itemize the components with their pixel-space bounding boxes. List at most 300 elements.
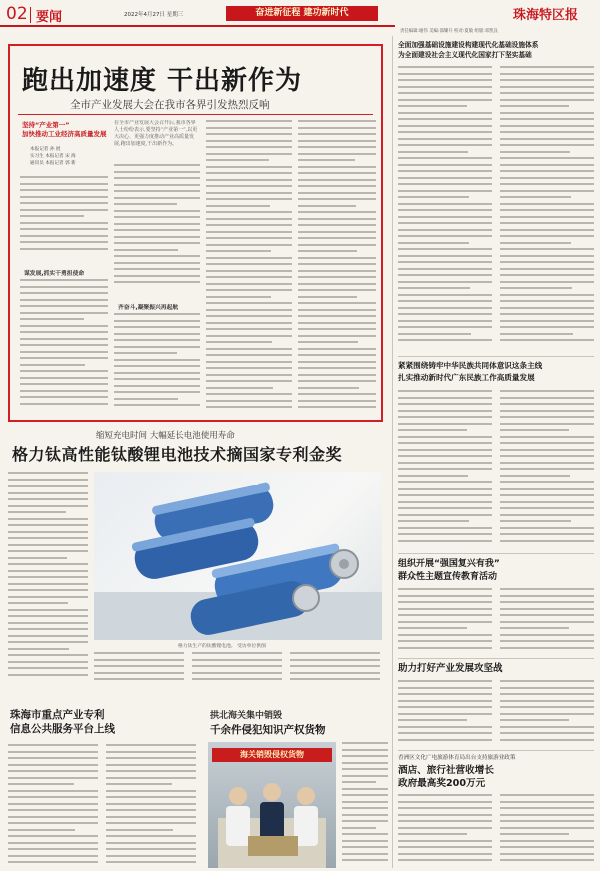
text-line xyxy=(342,762,388,764)
text-line xyxy=(8,498,88,500)
text-line xyxy=(20,383,108,385)
text-line xyxy=(8,511,66,513)
text-line xyxy=(500,222,594,224)
text-line xyxy=(8,744,98,746)
text-line xyxy=(8,485,88,487)
text-line xyxy=(8,829,75,831)
text-line xyxy=(500,86,594,88)
text-line xyxy=(20,286,108,288)
page-number: 02 xyxy=(6,4,28,24)
text-line xyxy=(8,563,88,565)
text-line xyxy=(500,853,594,855)
text-line xyxy=(398,138,492,140)
infrastructure-col2 xyxy=(500,66,594,350)
text-line xyxy=(114,346,200,348)
text-line xyxy=(398,307,492,309)
text-line xyxy=(20,377,108,379)
text-line xyxy=(114,171,200,173)
tourism-kicker: 香洲区文化广电旅游体育局出台支持旅游业政策 xyxy=(398,755,516,761)
text-line xyxy=(398,131,492,133)
customs-photo xyxy=(208,742,336,868)
text-line xyxy=(114,184,200,186)
text-line xyxy=(500,488,594,490)
text-line xyxy=(8,641,88,643)
text-line xyxy=(20,222,108,224)
text-line xyxy=(206,296,271,298)
text-line xyxy=(8,576,88,578)
text-line xyxy=(298,244,376,246)
text-line xyxy=(500,706,594,708)
text-line xyxy=(398,475,468,477)
text-line xyxy=(8,816,98,818)
text-line xyxy=(500,520,571,522)
text-line xyxy=(20,351,108,353)
text-line xyxy=(8,628,88,630)
text-line xyxy=(8,661,88,663)
text-line xyxy=(20,357,108,359)
text-line xyxy=(20,299,108,301)
text-line xyxy=(398,429,467,431)
ethnic-col1 xyxy=(398,390,492,548)
right-story-infrastructure xyxy=(398,40,594,350)
text-line xyxy=(298,192,376,194)
text-line xyxy=(398,112,492,114)
campaign-headline: 组织开展“强国复兴有我” 群众性主题宣传教育活动 xyxy=(398,559,500,582)
text-line xyxy=(500,739,594,741)
text-line xyxy=(398,105,467,107)
text-line xyxy=(500,647,594,649)
text-line xyxy=(298,120,376,122)
text-line xyxy=(114,326,200,328)
text-line xyxy=(398,713,492,715)
text-line xyxy=(500,608,594,610)
text-line xyxy=(94,672,184,674)
lead-paragraph: 在全市产业发展大会召开后,我市各界人士纷纷表示,要坚持“产业第一”,以更大决心、更强力度推动产业高质量发展,跑出加速度,干出新作为。 xyxy=(114,120,198,147)
text-line xyxy=(298,296,357,298)
text-line xyxy=(298,348,376,350)
masthead xyxy=(0,0,600,36)
text-line xyxy=(8,674,88,676)
text-line xyxy=(398,183,492,185)
text-line xyxy=(206,192,292,194)
text-line xyxy=(298,361,376,363)
lead-col1-text-b xyxy=(20,279,108,414)
text-line xyxy=(298,172,376,174)
text-line xyxy=(398,209,492,211)
text-line xyxy=(94,678,184,680)
text-line xyxy=(500,281,594,283)
section-label: 要闻 xyxy=(36,10,63,25)
right-separator-4 xyxy=(398,750,594,751)
text-line xyxy=(106,829,173,831)
text-line xyxy=(298,315,376,317)
text-line xyxy=(398,300,492,302)
text-line xyxy=(206,315,292,317)
text-line xyxy=(500,287,572,289)
text-line xyxy=(398,235,492,237)
text-line xyxy=(20,235,108,237)
text-line xyxy=(398,423,492,425)
text-line xyxy=(398,442,492,444)
text-line xyxy=(114,333,200,335)
text-line xyxy=(114,352,177,354)
text-line xyxy=(398,540,492,542)
text-line xyxy=(20,390,108,392)
text-line xyxy=(500,118,594,120)
text-line xyxy=(398,840,492,842)
text-line xyxy=(500,274,594,276)
text-line xyxy=(298,153,376,155)
text-line xyxy=(298,159,355,161)
text-line xyxy=(20,338,108,340)
text-line xyxy=(500,209,594,211)
text-line xyxy=(500,794,594,796)
text-line xyxy=(290,665,380,667)
text-line xyxy=(8,472,88,474)
photo-highlight xyxy=(214,480,258,485)
text-line xyxy=(114,359,200,361)
text-line xyxy=(500,820,594,822)
text-line xyxy=(398,320,492,322)
text-line xyxy=(206,146,292,148)
text-line xyxy=(500,732,594,734)
text-line xyxy=(114,177,200,179)
text-line xyxy=(500,713,594,715)
text-line xyxy=(8,570,88,572)
text-line xyxy=(500,501,594,503)
text-line xyxy=(398,827,492,829)
industry-col1 xyxy=(398,680,492,746)
text-line xyxy=(114,216,200,218)
text-line xyxy=(206,354,292,356)
industry-headline: 助力打好产业发展攻坚战 xyxy=(398,663,503,674)
text-line xyxy=(8,518,88,520)
lead-col2-text-b xyxy=(114,313,200,414)
text-line xyxy=(500,294,594,296)
text-line xyxy=(20,176,108,178)
text-line xyxy=(398,255,492,257)
text-line xyxy=(206,348,292,350)
text-line xyxy=(106,803,196,805)
text-line xyxy=(206,153,292,155)
text-line xyxy=(500,475,570,477)
tourism-headline: 酒店、旅行社营收增长 政府最高奖200万元 xyxy=(398,765,494,789)
text-line xyxy=(500,196,571,198)
text-line xyxy=(206,361,292,363)
right-separator-2 xyxy=(398,553,594,554)
text-line xyxy=(398,859,492,861)
text-line xyxy=(342,788,388,790)
text-line xyxy=(500,726,594,728)
text-line xyxy=(398,151,468,153)
text-line xyxy=(206,380,292,382)
text-line xyxy=(398,287,470,289)
text-line xyxy=(20,202,108,204)
text-line xyxy=(206,133,292,135)
text-line xyxy=(398,86,492,88)
text-line xyxy=(342,853,388,855)
text-line xyxy=(500,177,594,179)
text-line xyxy=(500,840,594,842)
text-line xyxy=(206,250,271,252)
text-line xyxy=(8,583,88,585)
text-line xyxy=(398,614,492,616)
text-line xyxy=(8,803,98,805)
text-line xyxy=(398,627,467,629)
text-line xyxy=(106,861,196,863)
text-line xyxy=(398,170,492,172)
text-line xyxy=(398,203,492,205)
text-line xyxy=(20,241,108,243)
lead-subhead-1: 谋发展,抓实干勇担使命 xyxy=(24,271,85,277)
text-line xyxy=(8,848,98,850)
ip-platform-headline: 珠海市重点产业专利 信息公共服务平台上线 xyxy=(10,709,115,735)
text-line xyxy=(342,807,388,809)
text-line xyxy=(8,505,88,507)
text-line xyxy=(342,840,388,842)
text-line xyxy=(342,768,388,770)
text-line xyxy=(8,764,98,766)
text-line xyxy=(114,391,200,393)
text-line xyxy=(500,634,594,636)
text-line xyxy=(500,859,594,861)
text-line xyxy=(206,309,292,311)
text-line xyxy=(20,279,108,281)
text-line xyxy=(206,263,292,265)
text-line xyxy=(398,294,492,296)
text-line xyxy=(20,312,108,314)
text-line xyxy=(106,809,196,811)
text-line xyxy=(298,354,376,356)
text-line xyxy=(398,640,492,642)
text-line xyxy=(500,229,594,231)
ip-platform-story xyxy=(8,706,200,868)
text-line xyxy=(8,770,98,772)
text-line xyxy=(398,164,492,166)
text-line xyxy=(114,372,200,374)
right-separator-3 xyxy=(398,658,594,659)
customs-kicker: 拱北海关集中销毁 xyxy=(210,711,283,721)
text-line xyxy=(298,179,376,181)
text-line xyxy=(500,429,569,431)
text-line xyxy=(500,423,594,425)
text-line xyxy=(398,216,492,218)
text-line xyxy=(298,322,376,324)
ip-col1-text xyxy=(8,744,98,868)
text-line xyxy=(8,796,98,798)
campaign-col2 xyxy=(500,588,594,654)
text-line xyxy=(206,205,270,207)
text-line xyxy=(500,138,594,140)
text-line xyxy=(298,374,376,376)
text-line xyxy=(500,216,594,218)
text-line xyxy=(398,66,492,68)
text-line xyxy=(8,596,88,598)
text-line xyxy=(398,157,492,159)
customs-headline: 千余件侵犯知识产权货物 xyxy=(210,724,326,736)
text-line xyxy=(20,248,108,250)
text-line xyxy=(298,205,356,207)
text-line xyxy=(8,615,88,617)
lead-col4-text xyxy=(298,120,376,414)
text-line xyxy=(298,140,376,142)
text-line xyxy=(500,112,594,114)
officers-illustration xyxy=(208,766,336,868)
text-line xyxy=(398,390,492,392)
text-line xyxy=(398,326,492,328)
text-line xyxy=(114,210,200,212)
text-line xyxy=(398,99,492,101)
text-line xyxy=(298,127,376,129)
text-line xyxy=(398,313,492,315)
text-line xyxy=(114,398,178,400)
text-line xyxy=(298,237,376,239)
text-line xyxy=(398,820,492,822)
text-line xyxy=(206,270,292,272)
text-line xyxy=(8,589,88,591)
text-line xyxy=(398,514,492,516)
text-line xyxy=(500,595,594,597)
text-line xyxy=(192,672,282,674)
text-line xyxy=(342,775,388,777)
text-line xyxy=(290,659,380,661)
text-line xyxy=(500,144,594,146)
slogan-banner: 奋进新征程 建功新时代 xyxy=(226,6,378,21)
text-line xyxy=(398,634,492,636)
text-line xyxy=(298,185,376,187)
text-line xyxy=(398,693,492,695)
text-line xyxy=(398,118,492,120)
text-line xyxy=(398,680,492,682)
text-line xyxy=(500,719,569,721)
masthead-divider xyxy=(30,7,31,23)
text-line xyxy=(298,387,359,389)
text-line xyxy=(500,807,594,809)
text-line xyxy=(206,211,292,213)
text-line xyxy=(20,209,108,211)
text-line xyxy=(398,177,492,179)
titanium-bottom-text-c xyxy=(290,652,380,686)
text-line xyxy=(500,307,594,309)
text-line xyxy=(298,257,376,259)
text-line xyxy=(398,588,492,590)
titanium-kicker: 缩短充电时间 大幅延长电池使用寿命 xyxy=(96,431,235,441)
ethnic-headline: 紧紧围绕铸牢中华民族共同体意识这条主线 扎实推动新时代广东民族工作高质量发展 xyxy=(398,361,543,382)
text-line xyxy=(500,242,571,244)
text-line xyxy=(114,203,177,205)
text-line xyxy=(398,92,492,94)
text-line xyxy=(500,151,570,153)
battery-photo-caption: 格力钛生产的钛酸锂电池。 受访单位供图 xyxy=(178,644,266,649)
text-line xyxy=(8,537,88,539)
text-line xyxy=(398,533,492,535)
text-line xyxy=(298,341,358,343)
text-line xyxy=(500,131,594,133)
paper-name: 珠海特区报 xyxy=(513,8,579,23)
lead-subhead-2: 齐奋斗,凝聚振兴再起航 xyxy=(118,305,179,311)
text-line xyxy=(20,183,108,185)
text-line xyxy=(398,79,492,81)
text-line xyxy=(398,410,492,412)
text-line xyxy=(8,531,88,533)
text-line xyxy=(8,757,98,759)
text-line xyxy=(298,263,376,265)
text-line xyxy=(500,442,594,444)
infrastructure-headline: 全面加强基础设施建设构建现代化基础设施体系 为全面建设社会主义现代化国家打下坚实基础 xyxy=(398,41,539,59)
text-line xyxy=(398,846,492,848)
text-line xyxy=(500,125,594,127)
text-line xyxy=(500,640,594,642)
text-line xyxy=(206,400,292,402)
right-separator-1 xyxy=(398,356,594,357)
titanium-headline: 格力钛高性能钛酸锂电池技术摘国家专利金奖 xyxy=(12,445,343,464)
text-line xyxy=(206,198,292,200)
text-line xyxy=(398,333,471,335)
text-line xyxy=(206,127,292,129)
text-line xyxy=(500,827,594,829)
text-line xyxy=(500,79,594,81)
text-line xyxy=(500,533,594,535)
text-line xyxy=(298,328,376,330)
text-line xyxy=(398,520,469,522)
text-line xyxy=(500,203,594,205)
infrastructure-col1 xyxy=(398,66,492,350)
text-line xyxy=(206,335,292,337)
text-line xyxy=(20,403,108,405)
right-story-campaign xyxy=(398,558,594,654)
text-line xyxy=(398,732,492,734)
text-line xyxy=(206,289,292,291)
text-line xyxy=(8,667,88,669)
text-line xyxy=(8,822,98,824)
lead-byline: 本报记者 孙 展 实习生 本报记者 宋 海 通讯员 本报记者 郭 新 xyxy=(30,147,76,166)
text-line xyxy=(206,387,273,389)
text-line xyxy=(398,814,492,816)
titanium-left-text xyxy=(8,472,88,686)
text-line xyxy=(106,790,196,792)
lead-col2-text-a xyxy=(114,164,200,292)
text-line xyxy=(206,218,292,220)
text-line xyxy=(398,248,492,250)
text-line xyxy=(106,751,196,753)
text-line xyxy=(206,231,292,233)
text-line xyxy=(206,172,292,174)
text-line xyxy=(500,700,594,702)
text-line xyxy=(206,328,292,330)
text-line xyxy=(398,608,492,610)
text-line xyxy=(342,755,388,757)
text-line xyxy=(342,827,376,829)
text-line xyxy=(114,229,200,231)
text-line xyxy=(500,687,594,689)
text-line xyxy=(298,380,376,382)
text-line xyxy=(20,318,84,320)
text-line xyxy=(206,302,292,304)
text-line xyxy=(106,783,172,785)
text-line xyxy=(342,781,376,783)
text-line xyxy=(114,281,200,283)
text-line xyxy=(398,501,492,503)
text-line xyxy=(398,268,492,270)
text-line xyxy=(398,488,492,490)
text-line xyxy=(500,268,594,270)
text-line xyxy=(342,742,388,744)
text-line xyxy=(500,92,594,94)
text-line xyxy=(298,224,376,226)
text-line xyxy=(500,105,569,107)
text-line xyxy=(192,652,282,654)
text-line xyxy=(500,494,594,496)
